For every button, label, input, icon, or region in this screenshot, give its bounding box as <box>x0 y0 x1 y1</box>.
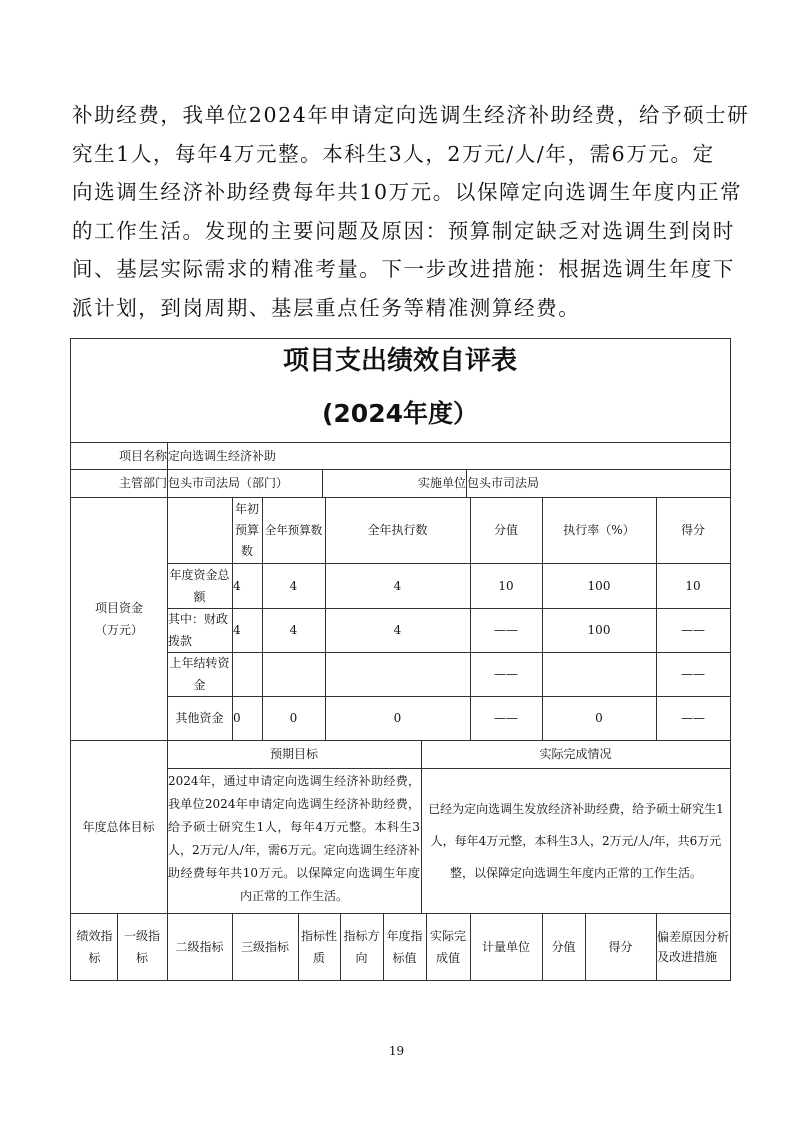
funds-cell: —— <box>681 711 705 725</box>
funds-cell <box>542 652 656 696</box>
funds-row-label: 上年结转资金 <box>169 656 230 692</box>
funds-cell: —— <box>681 667 705 681</box>
funds-cell: 0 <box>595 711 603 725</box>
expected-goal-text: 2024年，通过申请定向选调生经济补助经费，我单位2024年申请定向选调生经济补助经费，给予硕士研究生1人，每年4万元整。本科生3人，2万元/人/年，需6万元。定向选调生经济补助经费每年共10万元。以保障定向选调生年度内正常的工作生活。 <box>168 774 420 903</box>
dept-value: 包头市司法局（部门） <box>168 476 289 490</box>
expected-header: 预期目标 <box>269 747 318 761</box>
funds-cell: 4 <box>289 623 298 637</box>
actual-goal-text: 已经为定向选调生发放经济补助经费，给予硕士研究生1人，每年4万元整，本科生3人，2万元/人/年，共6万元整，以保障定向选调生年度内正常的工作生活。 <box>428 801 724 880</box>
paragraph-line: 究生1人，每年4万元整。本科生3人，2万元/人/年，需6万元。定 <box>72 141 715 166</box>
funds-cell: 0 <box>289 711 298 725</box>
funds-header: 年初预算数 <box>235 501 260 558</box>
funds-label: 项目资金（万元） <box>94 600 143 637</box>
funds-cell: 100 <box>587 623 611 637</box>
paragraph-line: 的工作生活。发现的主要问题及原因：预算制定缺乏对选调生到岗时 <box>72 218 735 243</box>
funds-cell: —— <box>494 623 518 637</box>
funds-cell: —— <box>494 711 518 725</box>
indicator-header: 分值 <box>551 939 576 954</box>
funds-cell: —— <box>494 667 518 681</box>
indicator-header: 绩效指标 <box>76 928 113 965</box>
project-name-value: 定向选调生经济补助 <box>168 448 277 463</box>
funds-cell: 4 <box>233 578 241 593</box>
funds-header: 全年执行数 <box>367 523 428 537</box>
funds-cell <box>233 652 262 696</box>
paragraph-line: 补助经费，我单位2024年申请定向选调生经济补助经费，给予硕士研 <box>72 103 750 127</box>
indicator-header: 指标方向 <box>343 928 380 965</box>
funds-cell: 4 <box>233 623 241 637</box>
funds-row-label: 其他资金 <box>175 711 224 725</box>
funds-cell: 4 <box>289 578 298 593</box>
funds-header: 执行率（%） <box>563 523 635 537</box>
indicator-header: 指标性质 <box>300 928 337 965</box>
table-border <box>70 980 731 981</box>
funds-cell: 4 <box>393 578 402 593</box>
funds-cell: 4 <box>393 623 402 637</box>
indicator-header: 得分 <box>608 939 633 954</box>
indicator-header: 实际完成值 <box>429 928 466 965</box>
paragraph-line: 向选调生经济补助经费每年共10万元。以保障定向选调生年度内正常 <box>72 180 743 204</box>
funds-header: 分值 <box>493 523 518 537</box>
funds-cell <box>325 652 470 696</box>
funds-cell: 10 <box>685 578 701 593</box>
indicator-header: 二级指标 <box>175 939 224 954</box>
table-subtitle: (2024年度） <box>321 399 478 428</box>
page-number: 19 <box>388 1044 405 1058</box>
dept-label: 主管部门 <box>118 476 167 490</box>
indicator-header: 偏差原因分析及改进措施 <box>657 929 730 964</box>
funds-cell: —— <box>681 623 705 637</box>
actual-header: 实际完成情况 <box>539 747 612 761</box>
funds-row-label: 其中：财政拨款 <box>168 612 229 648</box>
funds-header: 全年预算数 <box>264 523 323 537</box>
goals-label: 年度总体目标 <box>82 819 155 834</box>
funds-row-label: 年度资金总额 <box>169 567 230 604</box>
indicator-header: 三级指标 <box>240 939 289 954</box>
table-title: 项目支出绩效自评表 <box>282 346 517 376</box>
funds-cell: 0 <box>233 711 241 725</box>
indicator-header: 一级指标 <box>123 928 160 965</box>
funds-header: 得分 <box>680 523 705 537</box>
paragraph-line: 间、基层实际需求的精准考量。下一步改进措施：根据选调生年度下 <box>72 257 735 281</box>
funds-cell: 0 <box>393 711 402 725</box>
indicator-header: 计量单位 <box>481 939 530 954</box>
paragraph-line: 派计划，到岗周期、基层重点任务等精准测算经费。 <box>72 295 581 320</box>
funds-cell: 10 <box>498 578 514 593</box>
impl-value: 包头市司法局 <box>467 476 540 490</box>
funds-cell: 100 <box>587 578 611 593</box>
table-border <box>730 338 731 981</box>
indicator-header: 年度指标值 <box>386 928 423 965</box>
impl-label: 实施单位 <box>417 476 466 490</box>
project-name-label: 项目名称 <box>118 448 167 463</box>
funds-cell <box>262 652 325 696</box>
